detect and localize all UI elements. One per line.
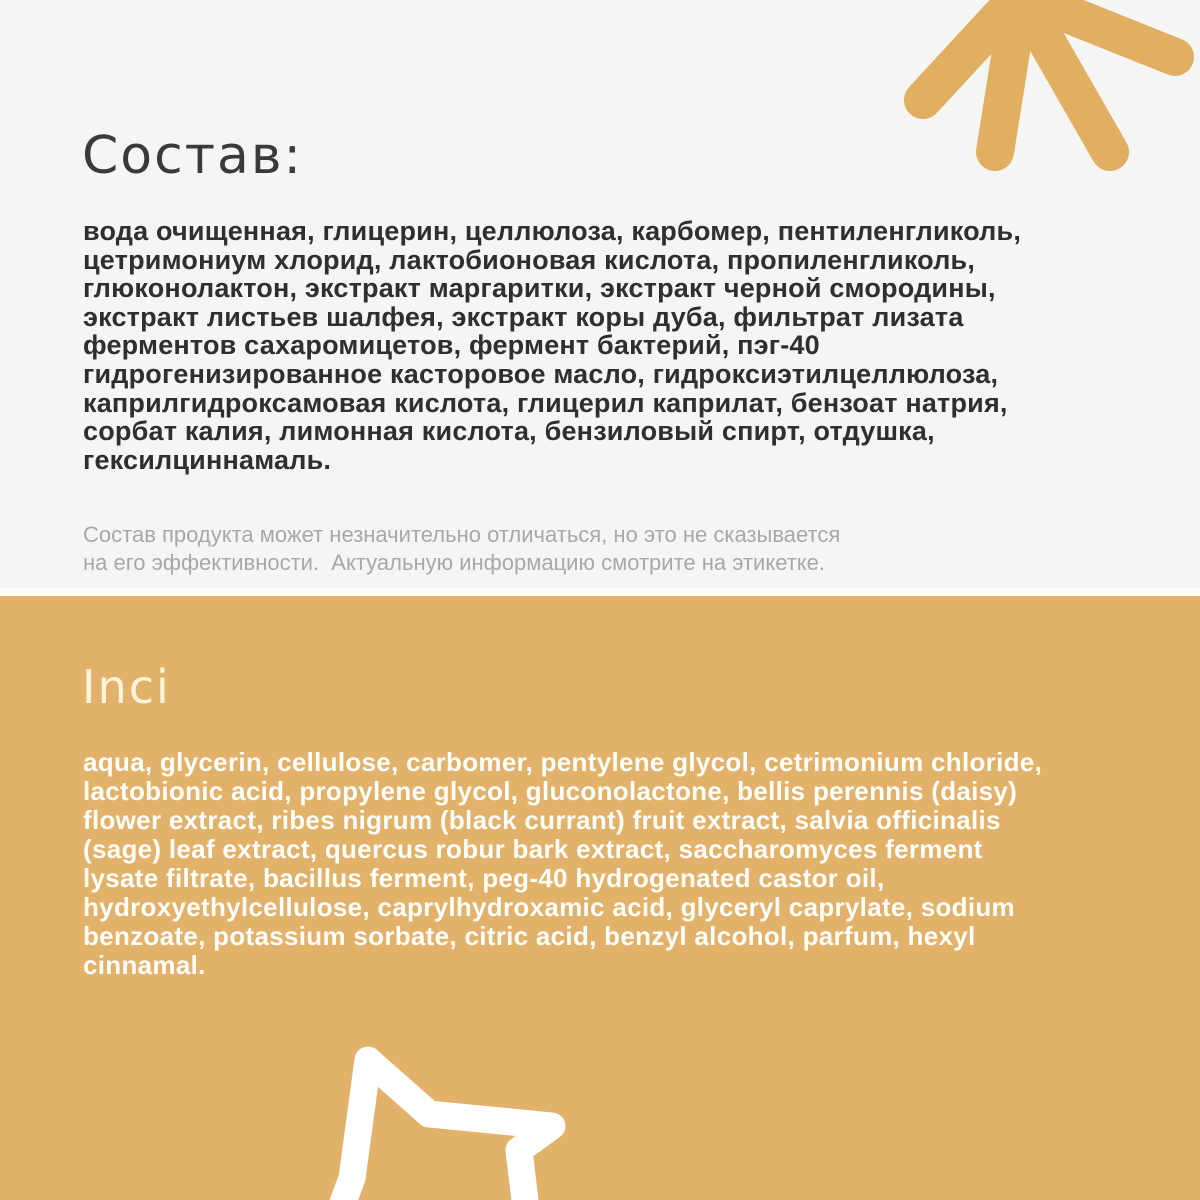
inci-line: lactobionic acid, propylene glycol, gluconolactone, bellis perennis (daisy): [83, 776, 1018, 806]
composition-ingredients-list: [83, 217, 1021, 474]
disclaimer-line: на его эффективности. Актуальную информацию смотрите на этикетке.: [83, 549, 826, 575]
composition-disclaimer: [83, 521, 840, 576]
ingredients-line: цетримониум хлорид, лактобионовая кислота, пропиленгликоль,: [83, 244, 976, 275]
ingredients-line: ферментов сахаромицетов, фермент бактерий, пэг-40: [83, 330, 820, 361]
inci-line: lysate filtrate, bacillus ferment, peg-40 hydrogenated castor oil,: [83, 863, 885, 893]
inci-line: benzoate, potassium sorbate, citric acid, benzyl alcohol, parfum, hexyl: [83, 921, 976, 951]
composition-title: Состав:: [82, 126, 304, 186]
ingredients-line: каприлгидроксамовая кислота, глицерил каприлат, бензоат натрия,: [83, 387, 1008, 418]
inci-ingredients-list: [83, 748, 1042, 980]
inci-line: cinnamal.: [83, 950, 206, 980]
section-divider: [0, 588, 1200, 596]
inci-line: aqua, glycerin, cellulose, carbomer, pentylene glycol, cetrimonium chloride,: [83, 747, 1043, 777]
ingredients-line: гидрогенизированное касторовое масло, гидроксиэтилцеллюлоза,: [83, 358, 999, 389]
star-outline-icon: [280, 1030, 700, 1200]
ingredients-line: гексилциннамаль.: [83, 444, 332, 475]
disclaimer-line: Состав продукта может незначительно отличаться, но это не сказывается: [83, 522, 841, 547]
ingredients-line: сорбат калия, лимонная кислота, бензиловый спирт, отдушка,: [83, 416, 935, 447]
ingredients-line: экстракт листьев шалфея, экстракт коры дуба, фильтрат лизата: [83, 301, 964, 332]
ingredients-line: вода очищенная, глицерин, целлюлоза, карбомер, пентиленгликоль,: [83, 216, 1022, 246]
ingredients-line: глюконолактон, экстракт маргаритки, экстракт черной смородины,: [83, 273, 996, 304]
inci-line: hydroxyethylcellulose, caprylhydroxamic acid, glyceryl caprylate, sodium: [83, 892, 1015, 922]
inci-line: (sage) leaf extract, quercus robur bark extract, saccharomyces ferment: [83, 834, 983, 864]
inci-title: Inci: [82, 660, 171, 714]
inci-line: flower extract, ribes nigrum (black currant) fruit extract, salvia officinalis: [83, 805, 1001, 835]
asterisk-burst-icon: [860, 0, 1200, 180]
